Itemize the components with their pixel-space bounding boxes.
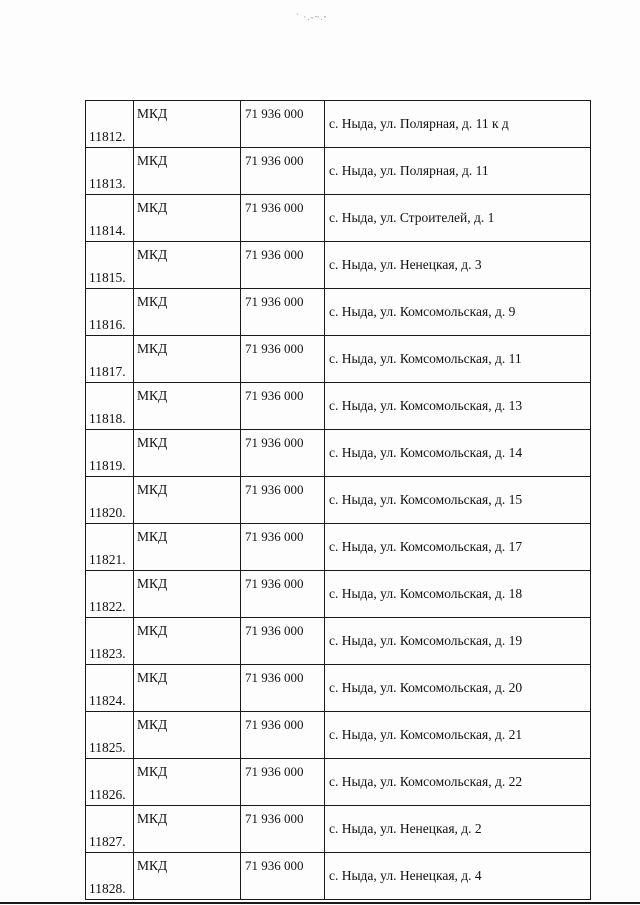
table-row xyxy=(86,665,591,712)
row-number-cell: 11825. xyxy=(86,712,134,759)
row-number-cell: 11821. xyxy=(86,524,134,571)
table-row xyxy=(86,195,591,242)
row-number-cell: 11819. xyxy=(86,430,134,477)
table-row xyxy=(86,853,591,900)
table-row xyxy=(86,477,591,524)
oktmo-code-cell: 71 936 000 xyxy=(241,806,325,853)
object-type-cell: МКД xyxy=(134,383,241,430)
table-row xyxy=(86,242,591,289)
address-cell: с. Ныда, ул. Полярная, д. 11 xyxy=(325,148,591,195)
row-number-cell: 11818. xyxy=(86,383,134,430)
row-number-cell: 11828. xyxy=(86,853,134,900)
object-type-cell: МКД xyxy=(134,430,241,477)
address-cell: с. Ныда, ул. Комсомольская, д. 17 xyxy=(325,524,591,571)
oktmo-code-cell: 71 936 000 xyxy=(241,289,325,336)
object-type-cell: МКД xyxy=(134,242,241,289)
address-cell: с. Ныда, ул. Комсомольская, д. 20 xyxy=(325,665,591,712)
row-number-cell: 11816. xyxy=(86,289,134,336)
table-row xyxy=(86,759,591,806)
table-row xyxy=(86,712,591,759)
object-type-cell: МКД xyxy=(134,712,241,759)
row-number-cell: 11815. xyxy=(86,242,134,289)
address-cell: с. Ныда, ул. Комсомольская, д. 22 xyxy=(325,759,591,806)
table-row xyxy=(86,430,591,477)
page-bottom-rule xyxy=(0,902,640,904)
address-cell: с. Ныда, ул. Ненецкая, д. 4 xyxy=(325,853,591,900)
table-row xyxy=(86,524,591,571)
oktmo-code-cell: 71 936 000 xyxy=(241,148,325,195)
oktmo-code-cell: 71 936 000 xyxy=(241,477,325,524)
address-cell: с. Ныда, ул. Комсомольская, д. 13 xyxy=(325,383,591,430)
object-type-cell: МКД xyxy=(134,853,241,900)
oktmo-code-cell: 71 936 000 xyxy=(241,383,325,430)
address-cell: с. Ныда, ул. Комсомольская, д. 19 xyxy=(325,618,591,665)
row-number-cell: 11813. xyxy=(86,148,134,195)
row-number-cell: 11826. xyxy=(86,759,134,806)
object-type-cell: МКД xyxy=(134,806,241,853)
table-row xyxy=(86,383,591,430)
oktmo-code-cell: 71 936 000 xyxy=(241,712,325,759)
table-row xyxy=(86,101,591,148)
table-row xyxy=(86,336,591,383)
row-number-cell: 11823. xyxy=(86,618,134,665)
address-cell: с. Ныда, ул. Полярная, д. 11 к д xyxy=(325,101,591,148)
address-cell: с. Ныда, ул. Комсомольская, д. 15 xyxy=(325,477,591,524)
table-row xyxy=(86,806,591,853)
object-type-cell: МКД xyxy=(134,195,241,242)
row-number-cell: 11822. xyxy=(86,571,134,618)
table-row xyxy=(86,289,591,336)
row-number-cell: 11820. xyxy=(86,477,134,524)
registry-table xyxy=(85,100,591,900)
address-cell: с. Ныда, ул. Комсомольская, д. 21 xyxy=(325,712,591,759)
address-cell: с. Ныда, ул. Строителей, д. 1 xyxy=(325,195,591,242)
object-type-cell: МКД xyxy=(134,148,241,195)
row-number-cell: 11817. xyxy=(86,336,134,383)
oktmo-code-cell: 71 936 000 xyxy=(241,195,325,242)
registry-table-body xyxy=(86,101,591,900)
address-cell: с. Ныда, ул. Ненецкая, д. 2 xyxy=(325,806,591,853)
address-cell: с. Ныда, ул. Комсомольская, д. 11 xyxy=(325,336,591,383)
row-number-cell: 11814. xyxy=(86,195,134,242)
object-type-cell: МКД xyxy=(134,665,241,712)
address-cell: с. Ныда, ул. Комсомольская, д. 18 xyxy=(325,571,591,618)
object-type-cell: МКД xyxy=(134,759,241,806)
address-cell: с. Ныда, ул. Комсомольская, д. 9 xyxy=(325,289,591,336)
object-type-cell: МКД xyxy=(134,477,241,524)
table-row xyxy=(86,571,591,618)
table-row xyxy=(86,148,591,195)
object-type-cell: МКД xyxy=(134,524,241,571)
oktmo-code-cell: 71 936 000 xyxy=(241,571,325,618)
object-type-cell: МКД xyxy=(134,101,241,148)
scan-artifact-mark: ` ·.-~.ꞏ xyxy=(296,12,328,22)
object-type-cell: МКД xyxy=(134,336,241,383)
oktmo-code-cell: 71 936 000 xyxy=(241,618,325,665)
address-cell: с. Ныда, ул. Ненецкая, д. 3 xyxy=(325,242,591,289)
oktmo-code-cell: 71 936 000 xyxy=(241,336,325,383)
row-number-cell: 11812. xyxy=(86,101,134,148)
oktmo-code-cell: 71 936 000 xyxy=(241,242,325,289)
address-cell: с. Ныда, ул. Комсомольская, д. 14 xyxy=(325,430,591,477)
oktmo-code-cell: 71 936 000 xyxy=(241,665,325,712)
row-number-cell: 11824. xyxy=(86,665,134,712)
oktmo-code-cell: 71 936 000 xyxy=(241,853,325,900)
oktmo-code-cell: 71 936 000 xyxy=(241,430,325,477)
oktmo-code-cell: 71 936 000 xyxy=(241,101,325,148)
object-type-cell: МКД xyxy=(134,571,241,618)
table-row xyxy=(86,618,591,665)
object-type-cell: МКД xyxy=(134,289,241,336)
row-number-cell: 11827. xyxy=(86,806,134,853)
oktmo-code-cell: 71 936 000 xyxy=(241,524,325,571)
object-type-cell: МКД xyxy=(134,618,241,665)
oktmo-code-cell: 71 936 000 xyxy=(241,759,325,806)
